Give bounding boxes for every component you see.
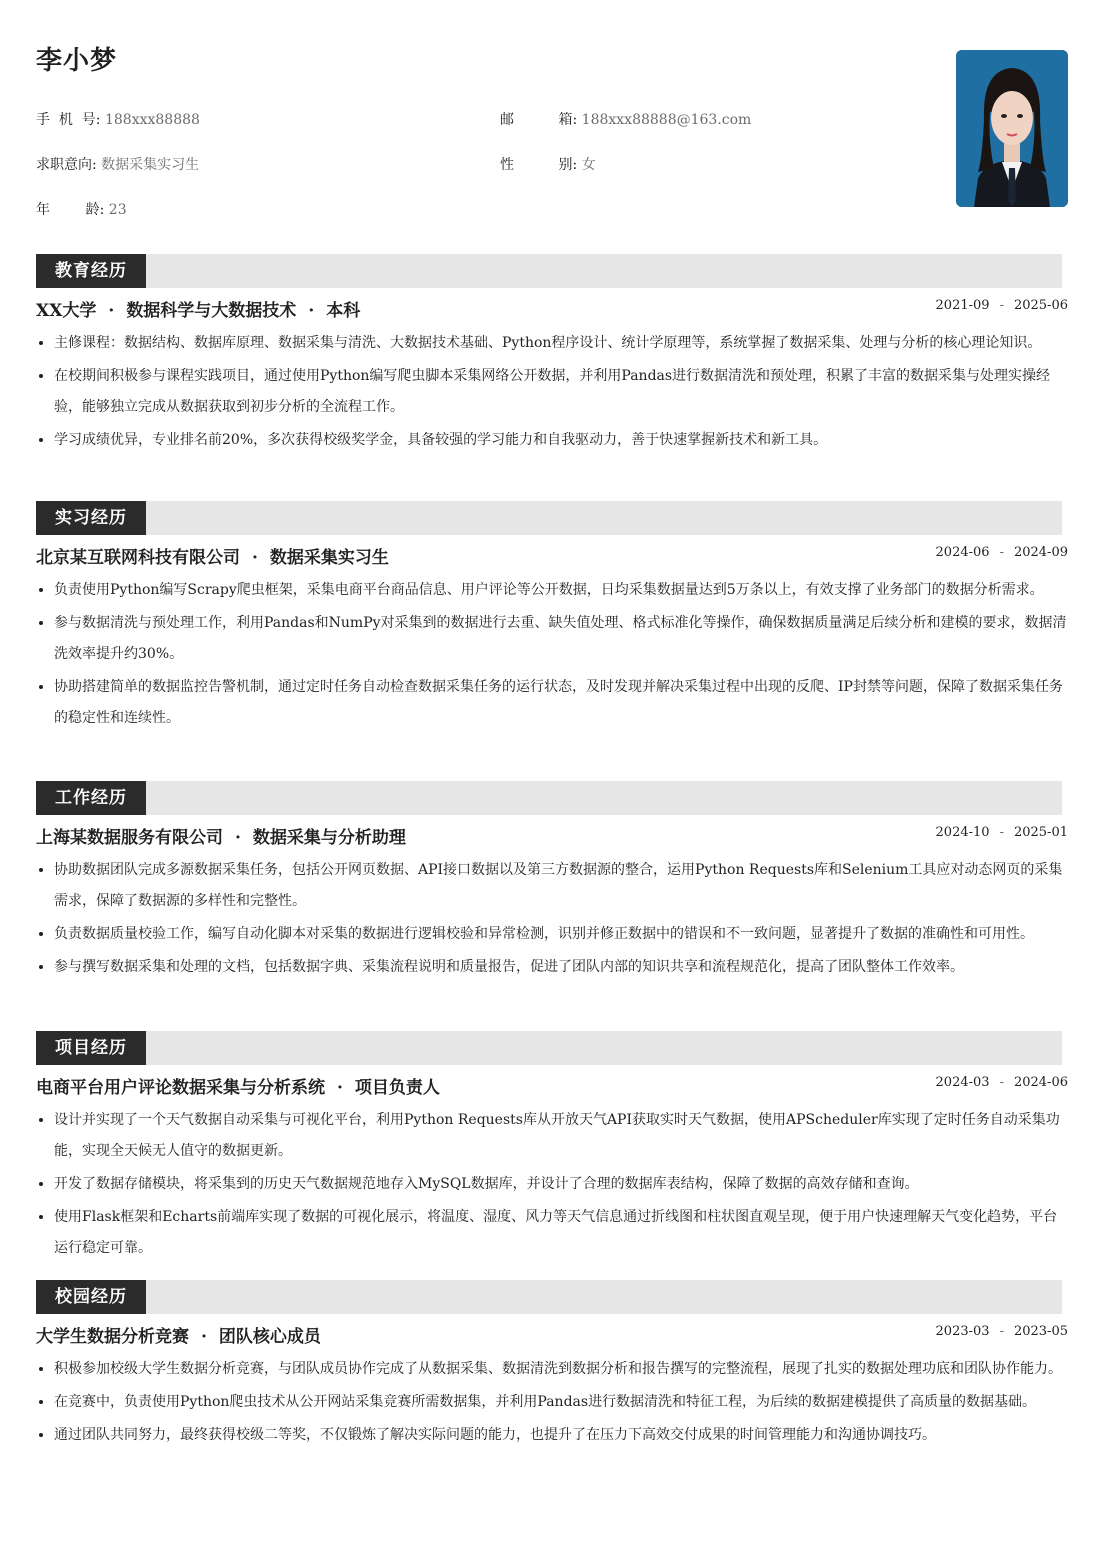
list-item: • 开发了数据存储模块，将采集到的历史天气数据规范地存入MySQL数据库，并设计了合理的数据库表结构，保障了数据的高效存储和查询。 bbox=[54, 1169, 1068, 1200]
intent-item bbox=[36, 154, 199, 174]
end-date: 2024-09 bbox=[1013, 545, 1068, 560]
section-education bbox=[36, 254, 1068, 458]
phone-item bbox=[36, 109, 200, 129]
gender-label: 性 别: bbox=[500, 157, 578, 173]
section-project bbox=[36, 1031, 1068, 1266]
job-title: 数据采集实习生 bbox=[269, 548, 389, 568]
entry-header bbox=[36, 1314, 1068, 1354]
degree: 本科 bbox=[326, 301, 361, 321]
major: 数据科学与大数据技术 bbox=[126, 301, 297, 321]
entry-title bbox=[36, 296, 360, 321]
date-range bbox=[936, 1324, 1068, 1339]
list-item: • 主修课程：数据结构、数据库原理、数据采集与清洗、大数据技术基础、Python程序设计、统计学原理等，系统掌握了数据采集、处理与分析的核心理论知识。 bbox=[54, 328, 1068, 359]
email-item bbox=[500, 109, 751, 129]
end-date: 2024-06 bbox=[1013, 1075, 1068, 1090]
date-range bbox=[936, 545, 1068, 560]
start-date: 2024-10 bbox=[935, 825, 990, 840]
separator: · bbox=[337, 1078, 343, 1098]
entry-header bbox=[36, 1065, 1068, 1105]
info-row-3 bbox=[36, 199, 736, 223]
portrait-image bbox=[956, 50, 1068, 207]
school-name: XX大学 bbox=[36, 301, 97, 321]
list-item: • 负责使用Python编写Scrapy爬虫框架，采集电商平台商品信息、用户评论等公开数据，日均采集数据量达到5万条以上，有效支撑了业务部门的数据分析需求。 bbox=[54, 575, 1068, 606]
intent-value: 数据采集实习生 bbox=[101, 157, 200, 173]
bullet-list bbox=[36, 575, 1068, 734]
company-name: 北京某互联网科技有限公司 bbox=[36, 548, 240, 568]
list-item: • 学习成绩优异，专业排名前20%，多次获得校级奖学金，具备较强的学习能力和自我驱动力，善于快速掌握新技术和新工具。 bbox=[54, 425, 1068, 456]
company-name: 上海某数据服务有限公司 bbox=[36, 828, 223, 848]
list-item: • 积极参加校级大学生数据分析竞赛，与团队成员协作完成了从数据采集、数据清洗到数据分析和报告撰写的完整流程，展现了扎实的数据处理功底和团队协作能力。 bbox=[54, 1354, 1068, 1385]
separator: · bbox=[201, 1327, 207, 1347]
start-date: 2021-09 bbox=[935, 298, 990, 313]
date-dash: - bbox=[999, 1075, 1004, 1090]
candidate-name: 李小梦 bbox=[36, 46, 118, 76]
activity-role: 团队核心成员 bbox=[218, 1327, 321, 1347]
phone-label: 手 机 号: bbox=[36, 112, 101, 128]
list-item: • 在竞赛中，负责使用Python爬虫技术从公开网站采集竞赛所需数据集，并利用Pandas进行数据清洗和特征工程，为后续的数据建模提供了高质量的数据基础。 bbox=[54, 1387, 1068, 1418]
bullet-list bbox=[36, 1105, 1068, 1264]
date-dash: - bbox=[999, 545, 1004, 560]
start-date: 2024-06 bbox=[935, 545, 990, 560]
list-item: • 参与撰写数据采集和处理的文档，包括数据字典、采集流程说明和质量报告，促进了团队内部的知识共享和流程规范化，提高了团队整体工作效率。 bbox=[54, 952, 1068, 983]
bullet-list bbox=[36, 1354, 1068, 1451]
date-dash: - bbox=[999, 298, 1004, 313]
section-heading: 教育经历 bbox=[36, 254, 146, 288]
end-date: 2025-01 bbox=[1013, 825, 1068, 840]
entry-header bbox=[36, 815, 1068, 855]
job-title: 数据采集与分析助理 bbox=[252, 828, 406, 848]
section-header-bar bbox=[36, 781, 1062, 815]
age-item bbox=[36, 199, 127, 219]
entry-title bbox=[36, 823, 406, 848]
section-header-bar bbox=[36, 254, 1062, 288]
section-heading: 工作经历 bbox=[36, 781, 146, 815]
list-item: • 在校期间积极参与课程实践项目，通过使用Python编写爬虫脚本采集网络公开数据，并利用Pandas进行数据清洗和预处理，积累了丰富的数据采集与处理实操经验，能够独立完成从数据获取到初步分析的全流程工作。 bbox=[54, 361, 1068, 423]
separator: · bbox=[108, 301, 115, 321]
date-range bbox=[936, 825, 1068, 840]
project-role: 项目负责人 bbox=[354, 1078, 440, 1098]
bullet-list bbox=[36, 855, 1068, 983]
separator: · bbox=[252, 548, 258, 568]
date-range bbox=[936, 298, 1068, 313]
bullet-list bbox=[36, 328, 1068, 456]
list-item: • 参与数据清洗与预处理工作，利用Pandas和NumPy对采集到的数据进行去重、缺失值处理、格式标准化等操作，确保数据质量满足后续分析和建模的要求，数据清洗效率提升约30%。 bbox=[54, 608, 1068, 670]
start-date: 2023-03 bbox=[935, 1324, 990, 1339]
section-header-bar bbox=[36, 1031, 1062, 1065]
entry-title bbox=[36, 543, 389, 568]
list-item: • 设计并实现了一个天气数据自动采集与可视化平台，利用Python Requests库从开放天气API获取实时天气数据，使用APScheduler库实现了定时任务自动采集功能，实现全天候无人值守的数据更新。 bbox=[54, 1105, 1068, 1167]
start-date: 2024-03 bbox=[935, 1075, 990, 1090]
list-item: • 协助数据团队完成多源数据采集任务，包括公开网页数据、API接口数据以及第三方数据源的整合，运用Python Requests库和Selenium工具应对动态网页的采集需求，保障了数据源的多样性和完整性。 bbox=[54, 855, 1068, 917]
section-heading: 校园经历 bbox=[36, 1280, 146, 1314]
info-row-1 bbox=[36, 109, 752, 133]
separator: · bbox=[308, 301, 315, 321]
gender-value: 女 bbox=[581, 157, 596, 173]
entry-title bbox=[36, 1073, 440, 1098]
list-item: • 使用Flask框架和Echarts前端库实现了数据的可视化展示，将温度、湿度、风力等天气信息通过折线图和柱状图直观呈现，便于用户快速理解天气变化趋势，平台运行稳定可靠。 bbox=[54, 1202, 1068, 1264]
entry-header bbox=[36, 535, 1068, 575]
date-dash: - bbox=[999, 1324, 1004, 1339]
section-header-bar bbox=[36, 1280, 1062, 1314]
entry-header bbox=[36, 288, 1068, 328]
date-dash: - bbox=[999, 825, 1004, 840]
section-heading: 项目经历 bbox=[36, 1031, 146, 1065]
gender-item bbox=[500, 154, 596, 174]
section-work bbox=[36, 781, 1068, 985]
section-heading: 实习经历 bbox=[36, 501, 146, 535]
end-date: 2025-06 bbox=[1013, 298, 1068, 313]
info-row-2 bbox=[36, 154, 736, 178]
intent-label: 求职意向: bbox=[36, 157, 97, 173]
email-label: 邮 箱: bbox=[500, 112, 578, 128]
activity-name: 大学生数据分析竞赛 bbox=[36, 1327, 189, 1347]
section-campus bbox=[36, 1280, 1068, 1453]
list-item: • 负责数据质量校验工作，编写自动化脚本对采集的数据进行逻辑校验和异常检测，识别并修正数据中的错误和不一致问题，显著提升了数据的准确性和可用性。 bbox=[54, 919, 1068, 950]
age-label: 年 龄: bbox=[36, 202, 105, 218]
project-name: 电商平台用户评论数据采集与分析系统 bbox=[36, 1078, 325, 1098]
end-date: 2023-05 bbox=[1013, 1324, 1068, 1339]
email-value: 188xxx88888@163.com bbox=[581, 112, 752, 128]
phone-value: 188xxx88888 bbox=[104, 112, 200, 128]
profile-photo bbox=[956, 50, 1068, 207]
date-range bbox=[936, 1075, 1068, 1090]
entry-title bbox=[36, 1322, 321, 1347]
list-item: • 协助搭建简单的数据监控告警机制，通过定时任务自动检查数据采集任务的运行状态，及时发现并解决采集过程中出现的反爬、IP封禁等问题，保障了数据采集任务的稳定性和连续性。 bbox=[54, 672, 1068, 734]
age-value: 23 bbox=[108, 202, 127, 218]
separator: · bbox=[235, 828, 241, 848]
list-item: • 通过团队共同努力，最终获得校级二等奖，不仅锻炼了解决实际问题的能力，也提升了在压力下高效交付成果的时间管理能力和沟通协调技巧。 bbox=[54, 1420, 1068, 1451]
section-header-bar bbox=[36, 501, 1062, 535]
section-internship bbox=[36, 501, 1068, 736]
